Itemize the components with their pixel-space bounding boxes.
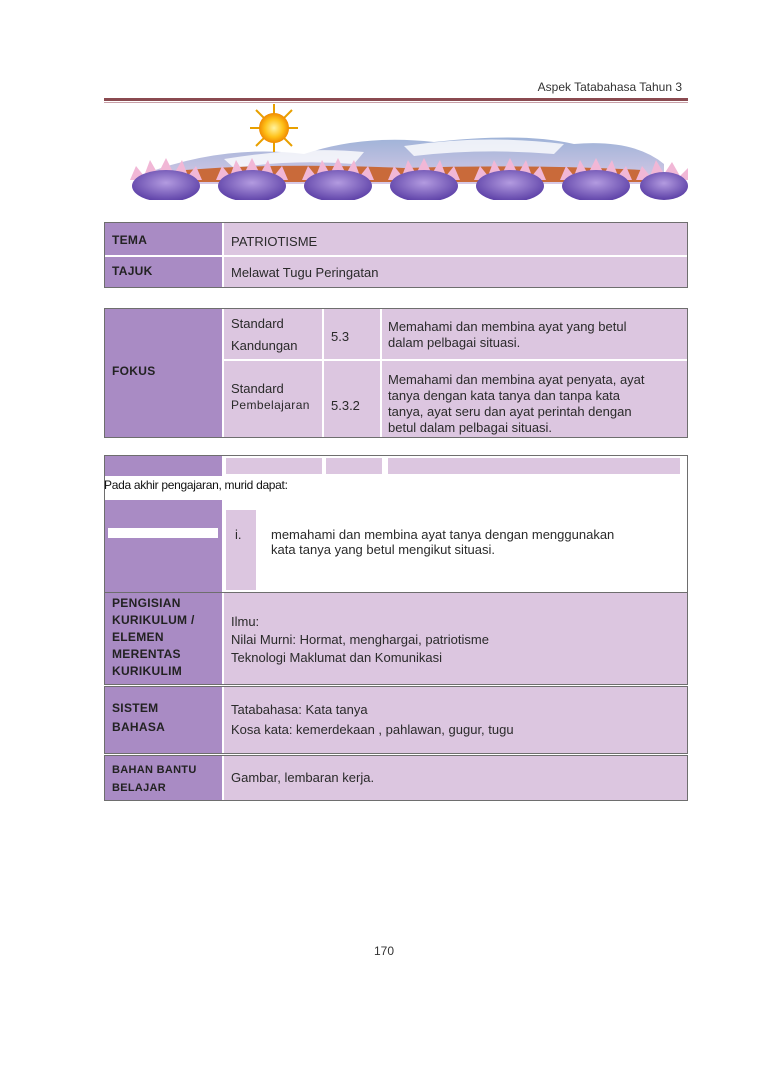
pengisian-value-2: Nilai Murni: Hormat, menghargai, patriotisme bbox=[231, 632, 489, 647]
objektif-item-line2: kata tanya yang betul mengikut situasi. bbox=[271, 542, 496, 557]
sk-label-line1: Standard bbox=[231, 316, 284, 331]
sp-text-line3: tanya, ayat seru dan ayat perintah dengan bbox=[388, 404, 632, 419]
pengisian-value-3: Teknologi Maklumat dan Komunikasi bbox=[231, 650, 442, 665]
objektif-intro: Pada akhir pengajaran, murid dapat: bbox=[104, 478, 288, 492]
sp-text-line2: tanya dengan kata tanya dan tanpa kata bbox=[388, 388, 621, 403]
page-header-title: Aspek Tatabahasa Tahun 3 bbox=[537, 80, 682, 94]
objektif-gap-white bbox=[108, 528, 218, 538]
pengisian-label-3: ELEMEN bbox=[112, 630, 164, 644]
pengisian-label-4: MERENTAS bbox=[112, 647, 181, 661]
objektif-item-line1: memahami dan membina ayat tanya dengan menggunakan bbox=[271, 527, 615, 542]
sistem-label-2: BAHASA bbox=[112, 720, 166, 734]
pengisian-label-2: KURIKULUM / bbox=[112, 613, 195, 627]
banner-illustration bbox=[104, 104, 688, 200]
fokus-label: FOKUS bbox=[112, 364, 156, 378]
objektif-strip-b bbox=[326, 458, 382, 474]
sistem-value-2: Kosa kata: kemerdekaan , pahlawan, gugur, tugu bbox=[231, 722, 514, 737]
objektif-strip-a bbox=[226, 458, 322, 474]
pengisian-value-1: Ilmu: bbox=[231, 614, 260, 629]
sistem-value-1: Tatabahasa: Kata tanya bbox=[231, 702, 368, 717]
sk-text-line1: Memahami dan membina ayat yang betul bbox=[388, 319, 627, 334]
tema-label: TEMA bbox=[112, 233, 148, 247]
sp-text-line4: betul dalam pelbagai situasi. bbox=[388, 420, 553, 435]
pengisian-label-1: PENGISIAN bbox=[112, 596, 181, 610]
bahan-label-1: BAHAN BANTU bbox=[112, 764, 197, 776]
sun-icon bbox=[250, 104, 298, 152]
objektif-marker: i. bbox=[235, 527, 242, 542]
objektif-marker-cell bbox=[226, 510, 256, 590]
bahan-label-2: BELAJAR bbox=[112, 782, 167, 794]
sistem-label-1: SISTEM bbox=[112, 701, 159, 715]
pengisian-label-5: KURIKULIM bbox=[112, 664, 183, 678]
sk-text-line2: dalam pelbagai situasi. bbox=[388, 335, 521, 350]
header-rule bbox=[104, 98, 688, 101]
page-number: 170 bbox=[373, 944, 395, 958]
objektif-strip-c bbox=[388, 458, 680, 474]
sk-label-line2: Kandungan bbox=[231, 338, 298, 353]
sk-code: 5.3 bbox=[331, 329, 350, 344]
sp-label-line1: Standard bbox=[231, 381, 284, 396]
sp-label-line2: Pembelajaran bbox=[231, 398, 310, 412]
sp-text-line1: Memahami dan membina ayat penyata, ayat bbox=[388, 372, 645, 387]
tema-value: PATRIOTISME bbox=[231, 234, 318, 249]
sp-code: 5.3.2 bbox=[331, 398, 360, 413]
tajuk-label: TAJUK bbox=[112, 264, 153, 278]
bahan-value: Gambar, lembaran kerja. bbox=[231, 770, 375, 785]
sistem-value-cell bbox=[224, 687, 687, 753]
tajuk-value: Melawat Tugu Peringatan bbox=[231, 265, 379, 280]
header-rule-thin bbox=[104, 102, 688, 103]
